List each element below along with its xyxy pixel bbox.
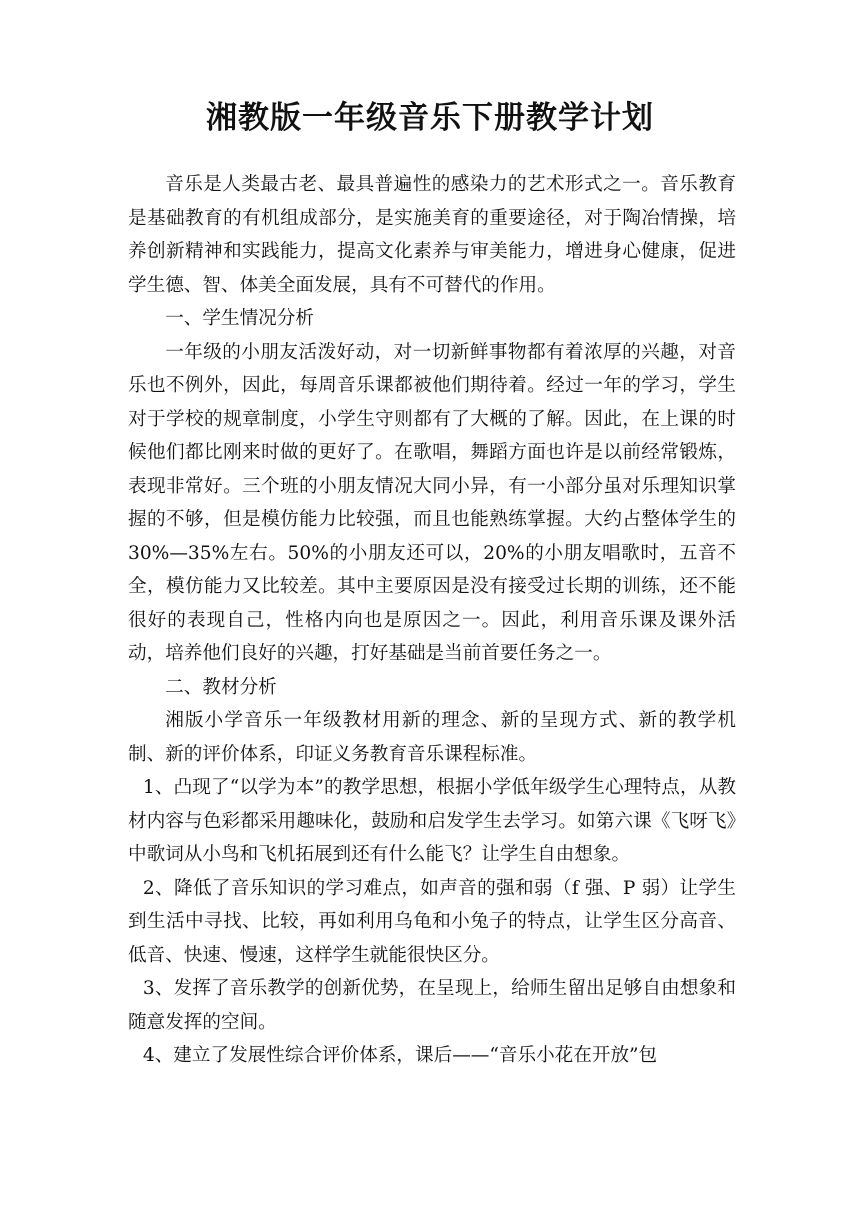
intro-paragraph: 音乐是人类最古老、最具普遍性的感染力的艺术形式之一。音乐教育是基础教育的有机组成部分，是实施美育的重要途径，对于陶冶情操，培养创新精神和实践能力，提高文化素养与审美能力，增进身心健康，促进学生德、智、体美全面发展，具有不可替代的作用。 <box>128 174 736 296</box>
list-item-1: 1、凸现了“以学为本”的教学思想，根据小学低年级学生心理特点，从教材内容与色彩都采用趣味化，鼓励和启发学生去学习。如第六课《飞呀飞》中歌词从小鸟和飞机拓展到还有什么能飞？让学生自由想象。 <box>128 777 736 865</box>
list-item-4: 4、建立了发展性综合评价体系，课后——“音乐小花在开放”包 <box>142 1045 658 1066</box>
document-body <box>128 168 736 1073</box>
student-analysis-paragraph: 一年级的小朋友活泼好动，对一切新鲜事物都有着浓厚的兴趣，对音乐也不例外，因此，每周音乐课都被他们期待着。经过一年的学习，学生对于学校的规章制度，小学生守则都有了大概的了解。因此，在上课的时候他们都比刚来时做的更好了。在歌唱，舞蹈方面也许是以前经常锻炼，表现非常好。三个班的小朋友情况大同小异，有一小部分虽对乐理知识掌握的不够，但是模仿能力比较强，而且也能熟练掌握。大约占整体学生的30%—35%左右。50%的小朋友还可以，20%的小朋友唱歌时，五音不全，模仿能力又比较差。其中主要原因是没有接受过长期的训练，还不能很好的表现自己，性格内向也是原因之一。因此，利用音乐课及课外活动，培养他们良好的兴趣，打好基础是当前首要任务之一。 <box>128 341 736 664</box>
section-heading-textbook-analysis: 二、教材分析 <box>165 676 277 698</box>
textbook-analysis-paragraph: 湘版小学音乐一年级教材用新的理念、新的呈现方式、新的教学机制、新的评价体系，印证义务教育音乐课程标准。 <box>128 710 736 765</box>
list-item-3: 3、发挥了音乐教学的创新优势，在呈现上，给师生留出足够自由想象和随意发挥的空间。 <box>128 978 736 1033</box>
document-title: 湘教版一年级音乐下册教学计划 <box>206 100 654 136</box>
list-item-2: 2、降低了音乐知识的学习难点，如声音的强和弱（f 强、P 弱）让学生到生活中寻找、比较，再如利用乌龟和小兔子的特点，让学生区分高音、低音、快速、慢速，这样学生就能很快区分。 <box>128 877 736 966</box>
section-heading-student-analysis: 一、学生情况分析 <box>165 308 314 329</box>
